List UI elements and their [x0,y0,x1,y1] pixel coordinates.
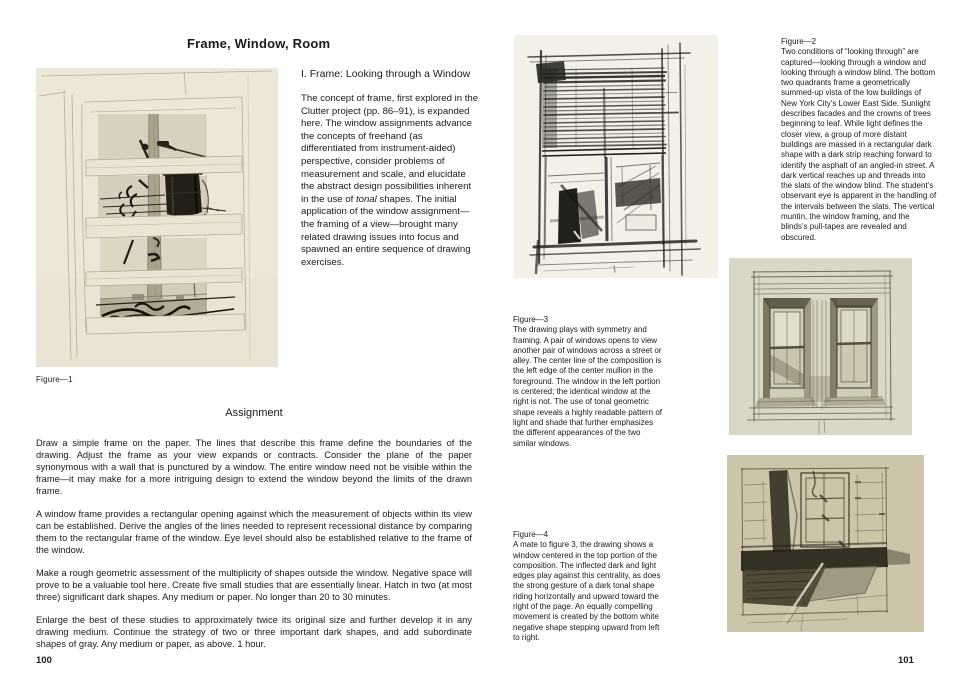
figure-3-caption [513,315,665,449]
intro-paragraph [301,93,479,269]
intro-column [301,68,479,269]
figure-3-caption-text: The drawing plays with symmetry and framing. A pair of windows opens to view another pair of windows across a street or alley. The center line of the composition is the left edge of the center mullion in the foreground. The window in the left portion is centered; the identical window at the right is not. The use of tonal geometric shape reveals a highly readable pattern of light and shade that further emphasizes the different appearances of the two similar windows. [513,325,662,448]
figure-4-caption-text: A mate to figure 3, the drawing shows a window centered in the top portion of the composition. The inflected dark and light edges play against this centrality, as does the strong gesture of a dark tonal shape riding horizontally and upward toward the right of the page. An equally compelling movement is created by the bottom white negative shape stepping upward from left to right. [513,540,661,642]
figure-1-drawing [36,68,278,367]
assignment-paragraph: Draw a simple frame on the paper. The lines that describe this frame define the boundaries of the drawing. Adjust the frame as your view expands or contracts. Consider the plane of the paper synonymous with a wall that is punctured by a window. The entire window need not be visible within the frame—it may make for a more intriguing design to extend the window beyond the limits of the drawn frame. [36,438,472,496]
figure-4-caption [513,530,665,643]
intro-text-part1: The concept of frame, first explored in the Clutter project (pp. 86–91), is expanded here. The window assignments advance the concepts of freehand (as differentiated from instrument-aided) perspective, consider problems of measurement and scale, and elucidate the abstract design possibilities inherent in the use of [301,93,479,205]
figure-3-label: Figure—3 [513,315,549,324]
figure-2-label: Figure—2 [781,37,817,46]
figure-2-caption [781,37,938,243]
intro-text-part2: shapes. The initial application of the window assignment—the framing of a view—brought many related drawing issues into focus and spawned an entire sequence of drawing exercises. [301,193,471,268]
assignment-paragraph: A window frame provides a rectangular opening against which the measurement of objects within its view can be established. Derive the angles of the lines needed to represent recessional distance by comparing them to the rectangular frame of the window. Eye level should also be established relative to the frame of the window. [36,509,472,555]
page-number-left: 100 [36,655,52,666]
figure-2-caption-text: Two conditions of “looking through” are captured—looking through a window and looking through a window blind. The bottom two quadrants frame a geometrically summed-up vista of the low buildings of New York City’s Lower East Side. Sunlight describes facades and the crowns of trees beginning to leaf. While light defines the closer view, a group of more distant buildings are massed in a rectangular dark shape with a dark strip reaching forward to identify the asphalt of an angled-in street. A dark vertical reaches up and threads into the slats of the window blind. The student’s observant eye is apparent in the handling of the intervals between the slats. The vertical muntin, the window framing, and the blinds’s pull-tapes are revealed and obscured. [781,47,937,242]
figure-4-label: Figure—4 [513,530,549,539]
figure-2-drawing [514,35,718,278]
section-heading: I. Frame: Looking through a Window [301,68,471,80]
assignment-heading: Assignment [225,407,283,419]
page-title: Frame, Window, Room [187,36,331,51]
figure-4-drawing [727,455,924,632]
intro-text-italic: tonal [355,193,377,205]
figure-4 [727,455,924,632]
assignment-paragraph: Enlarge the best of these studies to approximately twice its original size and further develop it in any drawing medium. Continue the strategy of two or three important dark shapes, and add subordinate shapes of gray. Any medium or paper, as above. 1 hour. [36,615,472,649]
assignment-paragraph: Make a rough geometric assessment of the multiplicity of shapes outside the window. Negative space will prove to be a valuable tool here. Create five small studies that are essentially linear. Hatch in two (at most three) significant dark shapes. Any medium or paper. No longer than 20 to 30 minutes. [36,568,472,602]
figure-3 [729,258,912,435]
figure-1 [36,68,278,367]
page-number-right: 101 [898,655,914,666]
figure-1-label: Figure—1 [36,375,73,384]
figure-2 [514,35,718,278]
figure-3-drawing [729,258,912,435]
assignment-body [36,437,472,661]
